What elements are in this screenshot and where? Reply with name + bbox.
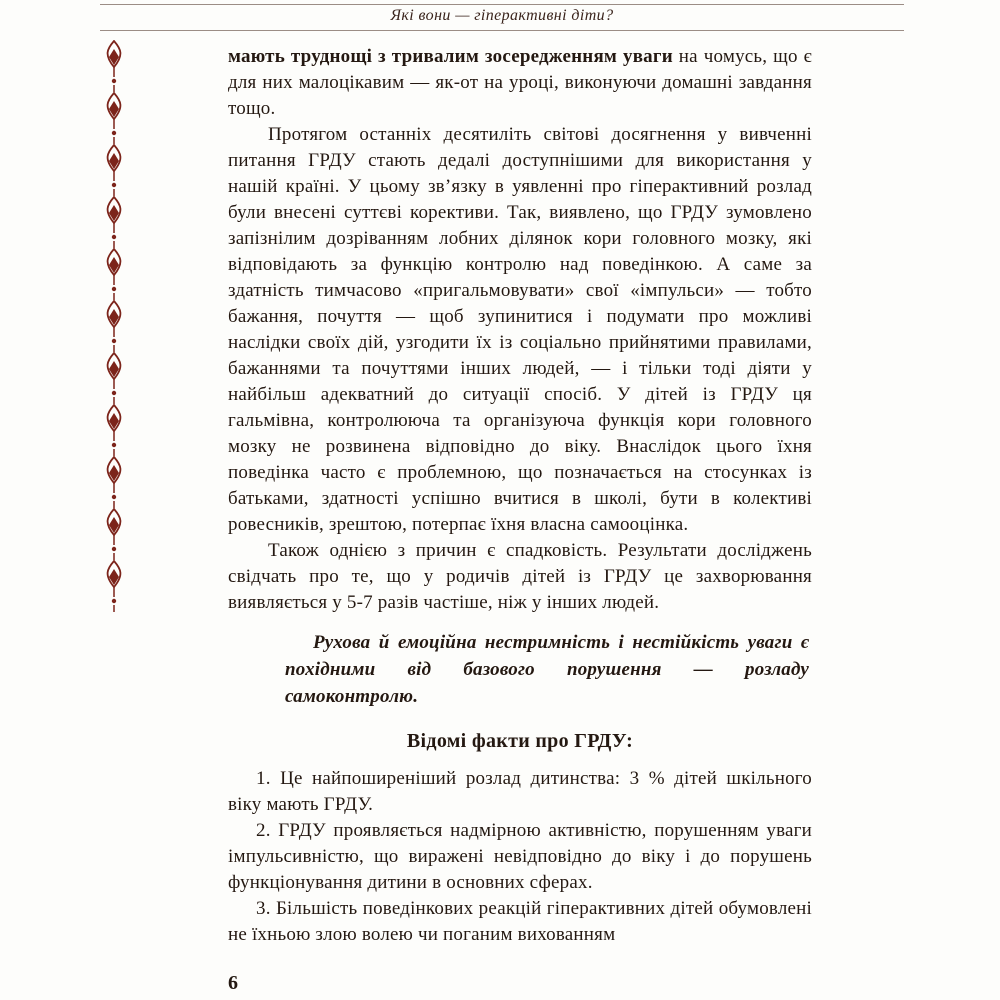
fact-item: 3. Більшість поведінкових реакцій гіперактивних дітей обумовлені не їхньою злою волею чи поганим вихованням [228,898,812,945]
page-number: 6 [228,972,238,994]
quote-block: Рухова й емоційна нестримність і нестійкість уваги є похідними від базового порушення — розладу самоконтролю. [285,632,809,707]
fact-item: 1. Це найпоширеніший розлад дитинства: 3 % дітей шкільного віку мають ГРДУ. [228,768,812,815]
header-rule-top [100,4,904,5]
lead-rest-text: на чомусь, що є для них малоцікавим — як-от на уроці, виконуючи домашні завдання тощо. [228,46,813,119]
running-header: Які вони — гіперактивні діти? [390,7,614,24]
paragraph-lead [228,44,812,122]
ornament-pattern-icon [97,40,131,620]
lead-bold-text: мають труднощі з тривалим зосередженням уваги [228,46,673,67]
page-content [228,44,812,948]
header-rule-bottom [100,30,904,31]
section-heading: Відомі факти про ГРДУ: [406,730,634,752]
fact-item: 2. ГРДУ проявляється надмірною активністю, порушенням уваги імпульсивністю, що виражені невідповідно до віку і до порушень функціонування дитини в основних сферах. [228,820,812,893]
paragraph-research: Протягом останніх десятиліть світові досягнення у вивченні питання ГРДУ стають дедалі доступнішими для використання у нашій країні. У цьому зв’язку в уявленні про гіперактивний розлад були внесені суттєві корективи. Так, виявлено, що ГРДУ зумовлено запізнілим дозріванням лобних ділянок кори головного мозку, які відповідають за функцію контролю над поведінкою. А саме за здатність тимчасово «пригальмовувати» свої «імпульси» — тобто бажання, почуття — щоб зупинитися і подумати про можливі наслідки своїх дій, узгодити їх із соціально прийнятими правилами, бажаннями та почуттями інших людей, — і тільки тоді діяти у найбільш адекватний до ситуації спосіб. У дітей із ГРДУ ця гальмівна, контролююча та організуюча функція кори головного мозку не розвинена відповідно до віку. Внаслідок цього їхня поведінка часто є проблемною, що позначається на стосунках із батьками, здатності успішно вчитися в школі, бути в колективі ровесників, зрештою, потерпає їхня власна самооцінка. [228,124,812,535]
ornament-border [97,40,131,620]
paragraph-heredity: Також однією з причин є спадковість. Результати досліджень свідчать про те, що у родичів дітей із ГРДУ це захворювання виявляється у 5-7 разів частіше, ніж у інших людей. [228,540,812,613]
